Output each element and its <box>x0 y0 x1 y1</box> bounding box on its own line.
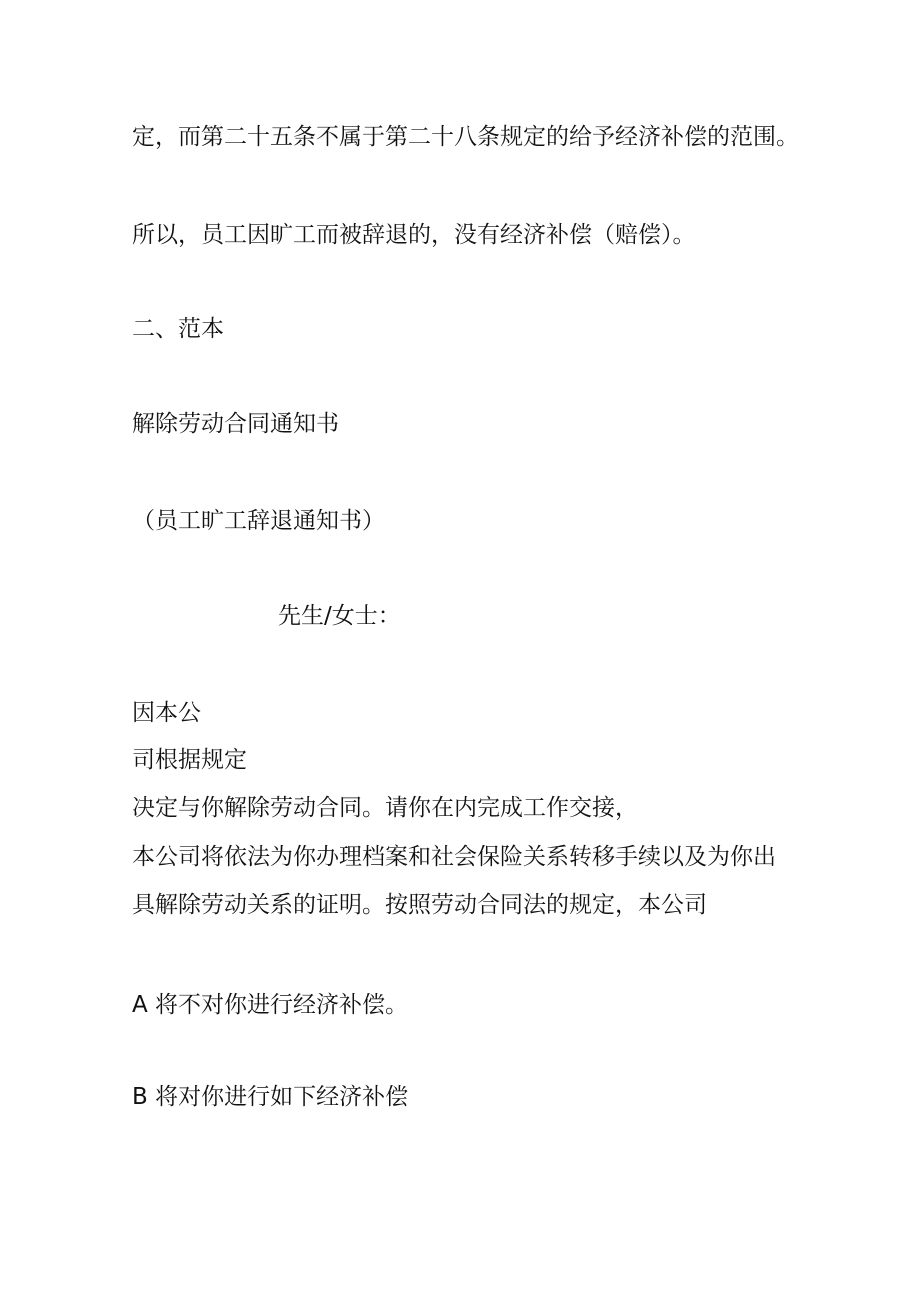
option-b: B 将对你进行如下经济补偿 <box>132 1084 409 1110</box>
body-line-2: 司根据规定 <box>132 747 247 773</box>
body-line-4: 本公司将依法为你办理档案和社会保险关系转移手续以及为你出 <box>132 844 776 870</box>
body-line-3: 决定与你解除劳动合同。请你在内完成工作交接， <box>132 795 638 821</box>
paragraph-conclusion: 所以，员工因旷工而被辞退的，没有经济补偿（赔偿）。 <box>132 222 696 248</box>
salutation: 先生/女士： <box>278 603 401 629</box>
body-line-1: 因本公 <box>132 700 201 726</box>
section-heading: 二、范本 <box>132 316 224 342</box>
option-a: A 将不对你进行经济补偿。 <box>132 992 409 1018</box>
notice-subtitle: （员工旷工辞退通知书） <box>132 508 385 534</box>
notice-title: 解除劳动合同通知书 <box>132 411 339 437</box>
body-line-5: 具解除劳动关系的证明。按照劳动合同法的规定，本公司 <box>132 892 707 918</box>
paragraph-conclusion-rule: 定，而第二十五条不属于第二十八条规定的给予经济补偿的范围。 <box>132 124 799 150</box>
